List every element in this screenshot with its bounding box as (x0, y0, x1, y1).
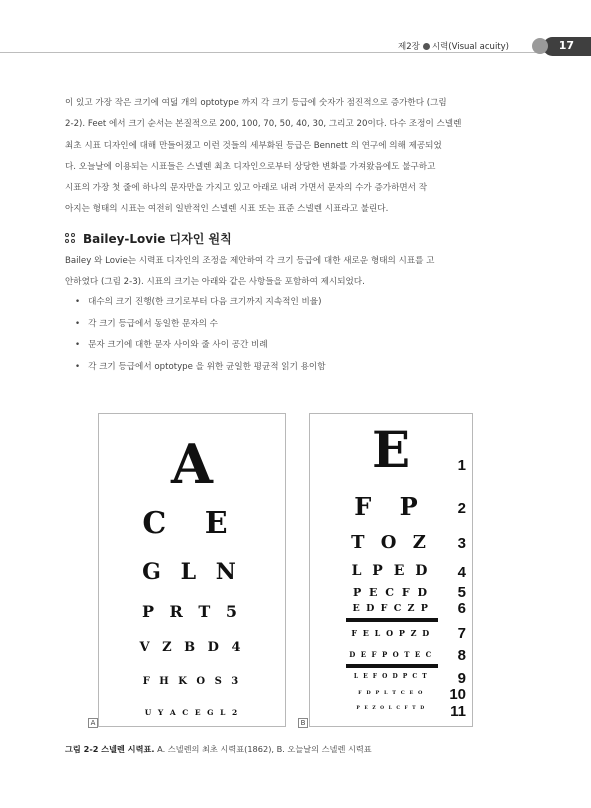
chart-b-row: L P E D (351, 563, 431, 579)
text-line: 아지는 형태의 시표는 여전히 일반적인 스넬렌 시표 또는 표준 스넬렌 시표라고 불린다. (65, 204, 389, 215)
caption-text: A. 스넬렌의 최초 시력표(1862), B. 오늘날의 스넬렌 시력표 (157, 744, 372, 754)
page-number: 17 (558, 39, 574, 52)
bullet-item: • 각 크기 등급에서 optotype 을 위한 균일한 평균적 읽기 용이함 (75, 357, 326, 379)
chart-b-row: P E Z O L C F T D (356, 706, 426, 711)
row-number: 9 (457, 670, 466, 687)
text-line: 다. 오늘날에 이용되는 시표들은 스넬렌 최초 디자인으로부터 상당한 변화를 가져왔음에도 불구하고 (65, 161, 436, 172)
text-line: 이 있고 가장 작은 크기에 여덟 개의 optotype 까지 각 크기 등급에 숫자가 점진적으로 증가한다 (그림 (65, 98, 447, 108)
row-number: 8 (457, 647, 466, 664)
row-number: 10 (449, 686, 466, 703)
chapter-label: 제2장 (398, 42, 420, 52)
bullet-item: • 각 크기 등급에서 동일한 문자의 수 (75, 314, 326, 336)
caption-label: 그림 2-2 (65, 744, 99, 754)
chart-b-row: P E C F D (352, 586, 430, 599)
panel-label-a: A (88, 718, 98, 728)
chapter-title: 시력(Visual acuity) (431, 42, 509, 52)
paragraph-2 (65, 251, 531, 294)
chart-b-row: F D P L T C E O (358, 690, 424, 696)
chart-a-row: C E (142, 506, 242, 541)
section-heading: Bailey-Lovie 디자인 원칙 (83, 232, 232, 246)
chart-b-row: E D F C Z P (352, 603, 430, 614)
chart-b-row: F P (354, 492, 428, 521)
section-grid-icon (65, 233, 76, 244)
row-number: 1 (457, 457, 466, 474)
row-number: 3 (457, 535, 466, 552)
caption-title: 스넬렌 시력표. (101, 744, 155, 754)
bullet-dot-icon (423, 43, 430, 50)
row-number: 5 (457, 584, 466, 601)
chart-a-row: P R T 5 (141, 602, 243, 621)
row-number: 4 (457, 564, 466, 581)
chart-b-row: E (371, 420, 411, 479)
chart-b-row: F E L O P Z D (351, 628, 431, 638)
page-tab-circle-icon (532, 38, 548, 54)
chart-b-row: L E F O D P C T (353, 673, 429, 680)
text-line: 최초 시표 디자인에 대해 만들어졌고 이런 것들의 세부화된 등급은 Bennett 의 연구에 의해 제공되었 (65, 140, 442, 151)
header-rule (0, 52, 591, 53)
text-line: Bailey 와 Lovie는 시력표 디자인의 조정을 제안하여 각 크기 등급에 대한 새로운 형태의 시표를 고 (65, 256, 435, 266)
chart-a-row: A (171, 432, 213, 496)
text-line: 안하였다 (그림 2-3). 시표의 크기는 아래와 같은 사항들을 포함하여 제시되었다. (65, 277, 365, 288)
chart-a-row: G L N (142, 559, 242, 585)
figure-caption (65, 744, 372, 755)
bullet-item: • 문자 크기에 대한 문자 사이와 줄 사이 공간 비례 (75, 335, 326, 357)
bullet-list (75, 292, 326, 378)
chart-a-row: U Y A C E G L 2 (144, 708, 240, 717)
green-line-bar (346, 664, 438, 668)
row-number: 2 (457, 500, 466, 517)
snellen-modern-chart (309, 413, 473, 727)
row-number: 6 (457, 600, 466, 617)
chart-a-row: V Z B D 4 (139, 640, 245, 655)
paragraph-1 (65, 93, 531, 221)
chart-b-row: T O Z (351, 532, 431, 553)
row-number: 11 (450, 703, 466, 720)
chart-a-row: F H K O S 3 (142, 676, 242, 687)
chart-b-row: D E F P O T E C (349, 650, 433, 659)
snellen-original-chart (98, 413, 286, 727)
bullet-item: • 대수의 크기 진행(한 크기로부터 다음 크기까지 지속적인 비율) (75, 292, 326, 314)
panel-label-b: B (298, 718, 308, 728)
text-line: 시표의 가장 첫 줄에 하나의 문자만을 가지고 있고 아래로 내려 가면서 문자의 수가 증가하면서 작 (65, 183, 428, 194)
text-line: 2-2). Feet 에서 크기 순서는 본질적으로 200, 100, 70, 50, 40, 30, 그리고 20이다. 다수 조정이 스넬렌 (65, 119, 462, 130)
row-number: 7 (457, 625, 466, 642)
running-header (398, 40, 509, 52)
red-line-bar (346, 618, 438, 622)
